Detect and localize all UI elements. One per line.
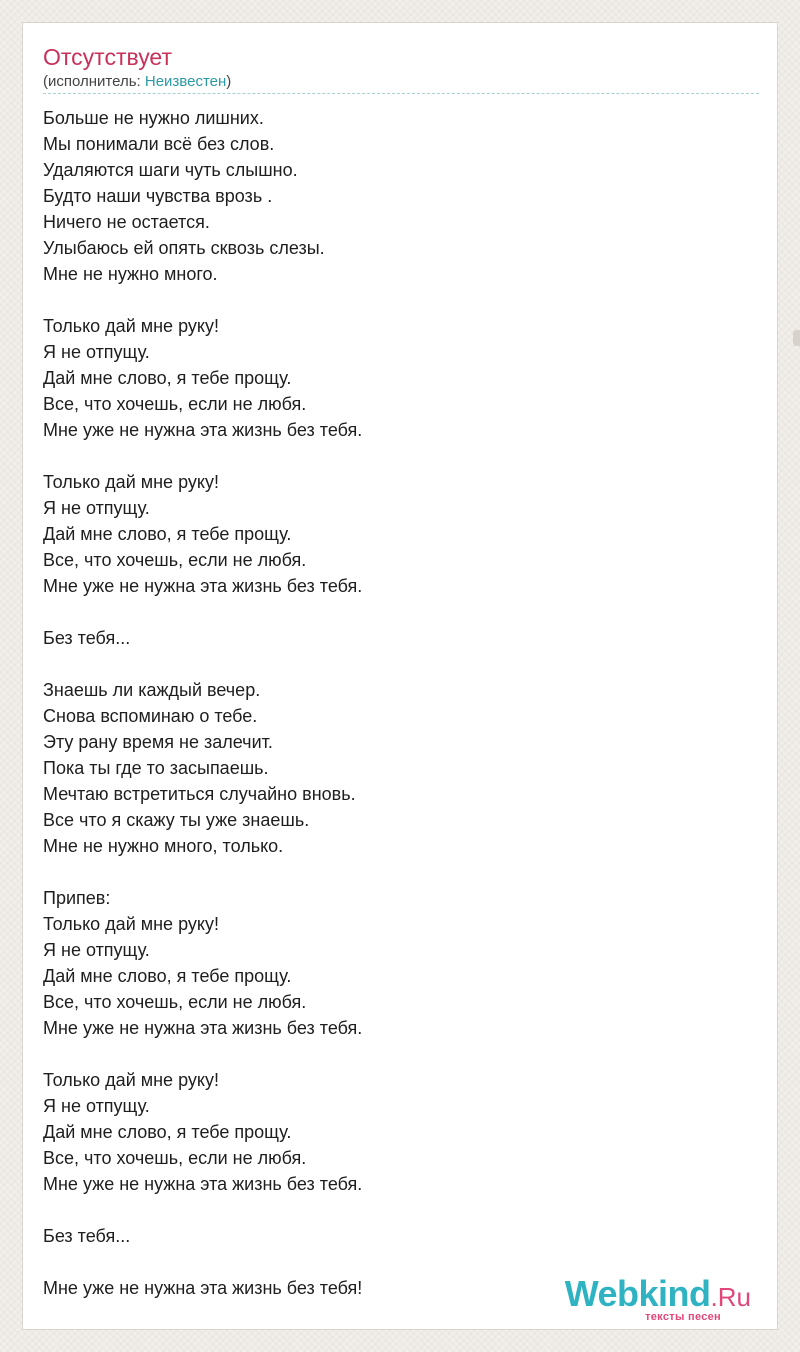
stanza-gap	[43, 1041, 759, 1067]
brand-tld: .Ru	[710, 1282, 751, 1312]
lyric-line: Я не отпущу.	[43, 498, 150, 518]
lyric-line: Я не отпущу.	[43, 940, 150, 960]
lyrics-body	[43, 105, 759, 1301]
lyric-line: Мне не нужно много, только.	[43, 836, 284, 856]
lyric-line: Мы понимали всё без слов.	[43, 134, 275, 154]
brand-tagline: тексты песен	[645, 1311, 721, 1323]
lyric-line: Все, что хочешь, если не любя.	[43, 1148, 307, 1168]
lyric-line: Все, что хочешь, если не любя.	[43, 550, 307, 570]
lyric-line: Только дай мне руку!	[43, 316, 219, 336]
lyric-line: Без тебя...	[43, 1226, 131, 1246]
lyric-line: Мне уже не нужна эта жизнь без тебя.	[43, 1018, 363, 1038]
artist-suffix: )	[226, 73, 232, 90]
lyric-line: Знаешь ли каждый вечер.	[43, 680, 261, 700]
lyric-line: Все что я скажу ты уже знаешь.	[43, 810, 310, 830]
lyric-line: Больше не нужно лишних.	[43, 108, 264, 128]
lyric-line: Только дай мне руку!	[43, 914, 219, 934]
stanza-gap	[43, 287, 759, 313]
lyric-line: Будто наши чувства врозь .	[43, 186, 273, 206]
stanza-gap	[43, 443, 759, 469]
lyric-line: Мне уже не нужна эта жизнь без тебя!	[43, 1278, 363, 1298]
lyric-line: Без тебя...	[43, 628, 131, 648]
brand-logo[interactable]	[564, 1273, 751, 1323]
lyric-line: Я не отпущу.	[43, 342, 150, 362]
lyric-line: Мечтаю встретиться случайно вновь.	[43, 784, 356, 804]
lyric-line: Пока ты где то засыпаешь.	[43, 758, 269, 778]
lyric-line: Эту рану время не залечит.	[43, 732, 273, 752]
lyric-line: Дай мне слово, я тебе прощу.	[43, 368, 292, 388]
lyric-line: Снова вспоминаю о тебе.	[43, 706, 258, 726]
lyric-line: Дай мне слово, я тебе прощу.	[43, 1122, 292, 1142]
lyric-line: Только дай мне руку!	[43, 472, 219, 492]
lyric-line: Дай мне слово, я тебе прощу.	[43, 524, 292, 544]
lyrics-card	[22, 22, 778, 1330]
stanza-gap	[43, 599, 759, 625]
lyric-line: Улыбаюсь ей опять сквозь слезы.	[43, 238, 325, 258]
lyric-line: Только дай мне руку!	[43, 1070, 219, 1090]
scroll-edge-marker	[793, 330, 800, 346]
stanza-gap	[43, 859, 759, 885]
lyric-line: Я не отпущу.	[43, 1096, 150, 1116]
artist-line	[43, 73, 231, 91]
lyric-line: Ничего не остается.	[43, 212, 210, 232]
stanza-gap	[43, 651, 759, 677]
song-title: Отсутствует	[43, 44, 172, 70]
stanza-gap	[43, 1249, 759, 1275]
artist-link[interactable]: Неизвестен	[144, 73, 227, 90]
lyric-line: Все, что хочешь, если не любя.	[43, 394, 307, 414]
stanza-gap	[43, 1197, 759, 1223]
lyric-line: Припев:	[43, 888, 111, 908]
brand-name: Webkind	[564, 1273, 711, 1314]
lyric-line: Мне не нужно много.	[43, 264, 218, 284]
lyric-line: Удаляются шаги чуть слышно.	[43, 160, 298, 180]
lyric-line: Мне уже не нужна эта жизнь без тебя.	[43, 420, 363, 440]
lyric-line: Мне уже не нужна эта жизнь без тебя.	[43, 1174, 363, 1194]
artist-prefix: (исполнитель:	[43, 73, 145, 90]
title-divider	[43, 93, 759, 94]
brand-wordmark	[564, 1273, 751, 1315]
lyric-line: Дай мне слово, я тебе прощу.	[43, 966, 292, 986]
lyric-line: Мне уже не нужна эта жизнь без тебя.	[43, 576, 363, 596]
lyric-line: Все, что хочешь, если не любя.	[43, 992, 307, 1012]
